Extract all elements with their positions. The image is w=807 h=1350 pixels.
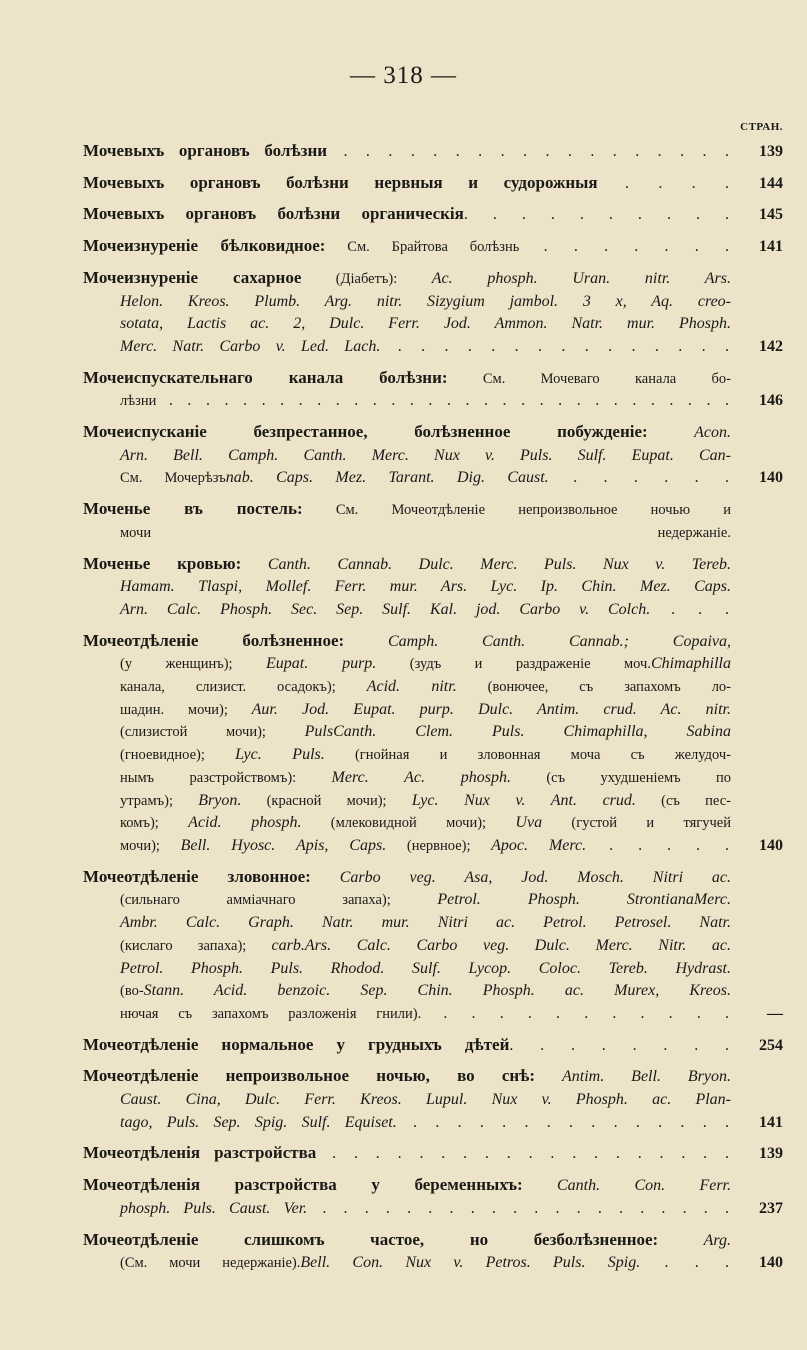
index-entry [83,866,783,1026]
entry-line [83,467,731,490]
index-entry [83,498,783,544]
entry-heading: Мочеотдѣленіе нормальное у грудныхъ дѣтей [83,1034,510,1054]
entry-line [83,336,731,359]
page-ref: 140 [759,469,783,487]
entry-text: шадин. мочи); [120,701,252,718]
page-ref: 254 [759,1036,783,1054]
remedy-list: Merc. Natr. Carbo v. Led. Lach. [120,337,381,355]
entry-line [83,1065,731,1089]
entry-body [83,367,731,413]
entry-line [83,367,731,391]
entry-line [83,912,731,935]
page-ref: — [767,1004,783,1022]
index-entry [83,553,783,622]
entry-line [83,1142,731,1166]
entry-line [83,599,731,622]
entry-text: (зудъ и раздраженіе моч. [376,656,651,673]
entry-text: (красной мочи); [241,792,412,809]
entry-heading: Мочеотдѣленія разстройства у беременныхъ: [83,1175,523,1195]
page-ref: 146 [759,392,783,410]
entry-text: (густой и тягучей [542,815,731,832]
leader-dots: . . . . . . . . . . . . . . . . . . . . [307,1199,732,1217]
remedy-list: Camph. Canth. Cannab.; Copaiva, [344,632,731,650]
remedy-list: Puls [304,723,334,741]
entry-line [83,203,731,227]
entry-text: (кислаго запаха); [120,937,272,954]
entry-text: мочи); [120,837,181,854]
index-entry [83,1034,783,1058]
entry-line [83,172,731,196]
entry-line [83,1174,731,1198]
entry-text: См. Мочеотдѣленіе непроизвольное ночью и [302,502,732,519]
entry-line [83,653,731,676]
remedy-list: Eupat. purp. [266,655,377,673]
page-ref: 140 [759,836,783,854]
entry-body [83,630,731,858]
entry-text: (гнойная и зловонная моча съ желудоч- [324,747,731,764]
leader-dots: . . . . . . . . . . [463,206,731,224]
entry-line [83,553,731,577]
entry-heading: Мочеизнуреніе бѣлковидное: [83,236,326,256]
remedy-list: Ambr. Calc. Graph. Natr. mur. Nitri ac. Petrol. Petrosel. Natr. [120,914,731,932]
entry-body [83,421,731,490]
entry-line [83,980,731,1003]
entry-line [83,140,731,164]
remedy-list: carb. [271,936,305,954]
remedy-list: Petrol. Phosph. Puls. Rhodod. Sulf. Lycop. Coloc. Tereb. Hydrast. [120,959,731,977]
entry-line [83,267,731,291]
remedy-list: Ars. Calc. Carbo veg. Dulc. Merc. Nitr. ac. [304,936,731,954]
entry-body [83,498,731,544]
entry-body [83,553,731,622]
leader-dots: . . . . . . . . . . . . . . . . . . [327,143,731,160]
entry-line [83,744,731,767]
entry-text: (слизистой мочи); [120,724,305,741]
remedy-list: Arn. Calc. Phosph. Sec. Sep. Sulf. Kal. jod. Carbo v. Colch. [120,600,651,618]
entry-heading: Мочеотдѣленіе слишкомъ частое, но безболѣзненное: [83,1229,659,1249]
entry-line [83,889,731,912]
remedy-list: Acid. phosph. [188,814,302,832]
entry-heading: Мочеотдѣленіе болѣзненное: [83,630,345,650]
entry-text: См. Брайтова болѣзнь [325,239,520,256]
entry-line [83,721,731,744]
index-entry [83,203,783,227]
entry-line [83,1229,731,1253]
entry-line [83,313,731,336]
entry-heading: Мочеотдѣленіе непроизвольное ночью, во снѣ: [83,1066,536,1086]
remedy-list: Carbo veg. Asa, Jod. Mosch. Nitri ac. [310,868,732,886]
entry-heading: Моченье кровью: [83,553,242,573]
entry-text: мочи недержаніе. [120,524,731,541]
entry-line [83,1198,731,1221]
entry-line [83,1112,731,1135]
entry-line [83,958,731,981]
index-entry [83,1065,783,1134]
remedy-list: Bell. Con. Nux v. Petros. Puls. Spig. [300,1254,641,1272]
entry-text: лѣзни [120,393,157,410]
entry-text: нючая съ запахомъ разложенія гнили). [120,1005,422,1022]
entry-text: (съ ухудшеніемъ по [511,769,732,786]
index-entry [83,172,783,196]
remedy-list: nab. Caps. Mez. Tarant. Dig. Caust. [225,469,549,487]
entry-heading: Мочевыхъ органовъ болѣзни органическія [83,204,464,224]
entry-line [83,1252,731,1275]
index-entry [83,367,783,413]
leader-dots: . . . . . . . [519,238,731,256]
entry-text: (Діабетъ): [301,270,432,287]
entry-text: (съ пес- [635,792,731,809]
leader-dots: . . . . . . . . . . . . . . . [380,337,732,355]
entry-text: (млековидной мочи); [301,815,516,832]
entry-heading: Мочеиспусканіе безпрестанное, болѣзненное побужденіе: [83,422,648,442]
remedy-list: Acid. nitr. [366,678,457,696]
entry-text: (См. мочи недержаніе). [120,1255,301,1272]
page-ref: 139 [759,143,783,160]
page-ref: 237 [759,1199,783,1217]
entry-line [83,699,731,722]
page-number: — 318 — [350,62,457,89]
leader-dots: . . . . . . [548,469,732,487]
entry-text: (во- [120,983,144,1000]
index-entry [83,1174,783,1220]
remedy-list: Bryon. [198,791,242,809]
entry-text: См. Мочеваго канала бо- [447,370,732,387]
remedy-list: Acon. [647,424,731,442]
remedy-list: Lyc. Nux v. Ant. crud. [411,791,636,809]
entry-text: (нервное); [386,837,492,854]
index-entries [83,140,783,1283]
entry-text: См. Мочерѣзъ [120,470,226,487]
entry-line [83,935,731,958]
remedy-list: Ac. phosph. Uran. nitr. Ars. [431,269,731,287]
entry-body [83,172,731,196]
entry-text: (гноевидное); [120,747,236,764]
index-entry [83,267,783,359]
entry-text: (вонючее, съ запахомъ ло- [456,679,732,696]
entry-body [83,235,731,259]
leader-dots: . . . . . . . . . . . . . . . . . . . [316,1145,732,1163]
entry-line [83,676,731,699]
remedy-list: Hamam. Tlaspi, Mollef. Ferr. mur. Ars. Lyc. Ip. Chin. Mez. Caps. [120,578,731,596]
remedy-list: Chimaphilla [650,655,731,673]
remedy-list: Aur. Jod. Eupat. purp. Dulc. Antim. crud. Ac. nitr. [251,700,731,718]
column-header: СТРАН. [740,121,783,133]
leader-dots: . . . [650,600,731,618]
page-ref: 141 [759,1113,783,1131]
entry-line [83,866,731,890]
entry-line [83,421,731,445]
entry-heading: Моченье въ постель: [83,499,303,519]
remedy-list: Petrol. Phosph. Strontiana [437,891,694,909]
remedy-list: Canth. Clem. Puls. Chimaphilla, Sabina [333,723,731,741]
entry-body [83,866,731,1026]
remedy-list: tago, Puls. Sep. Spig. Sulf. Equiset. [120,1113,397,1131]
entry-heading: Мочевыхъ органовъ болѣзни нервныя и судорожныя [83,172,598,192]
entry-text: (сильнаго амміачнаго запаха); [120,892,438,909]
entry-line [83,576,731,599]
remedy-list: phosph. Puls. Caust. Ver. [120,1199,308,1217]
entry-line [83,498,731,522]
remedy-list: Lyc. Puls. [235,746,325,764]
entry-line [83,1003,731,1026]
entry-text: (у женщинъ); [120,656,267,673]
entry-body [83,140,731,164]
leader-dots: . . . . . . . . . . . . . . . . . . . . . . . . . . . . . . . [156,392,731,410]
entry-text: канала, слизист. осадокъ); [120,679,367,696]
remedy-list: Bell. Hyosc. Apis, Caps. [180,836,387,854]
entry-line [83,835,731,858]
entry-body [83,203,731,227]
entry-line [83,1034,731,1058]
leader-dots: . . . . . [586,836,731,854]
entry-heading: Мочеотдѣленіе зловонное: [83,866,311,886]
entry-line [83,1089,731,1112]
entry-text: комъ); [120,815,189,832]
entry-line [83,767,731,790]
leader-dots: . . . [640,1254,732,1272]
remedy-list: sotata, Lactis ac. 2, Dulc. Ferr. Jod. Ammon. Natr. mur. Phosph. [120,315,731,333]
entry-body [83,267,731,359]
index-entry [83,235,783,259]
entry-line [83,235,731,259]
remedy-list: Apoc. Merc. [491,836,587,854]
leader-dots: . . . . . . . . [509,1036,732,1054]
leader-dots: . . . . [597,174,732,192]
leader-dots: . . . . . . . . . . . [421,1004,732,1022]
remedy-list: Canth. Cannab. Dulc. Merc. Puls. Nux v. Tereb. [241,555,731,573]
remedy-list: Caust. Cina, Dulc. Ferr. Kreos. Lupul. Nux v. Phosph. ac. Plan- [120,1091,731,1109]
page-ref: 144 [759,174,783,192]
remedy-list: Merc. Ac. phosph. [331,768,511,786]
remedy-list: Stann. Acid. benzoic. Sep. Chin. Phosph. ac. Murex, Kreos. [143,982,731,1000]
entry-body [83,1229,731,1275]
entry-heading: Мочеиспускательнаго канала болѣзни: [83,367,448,387]
entry-text: утрамъ); [120,792,199,809]
leader-dots: . . . . . . . . . . . . . . . [396,1113,732,1131]
page-ref: 141 [759,238,783,256]
entry-text: нымъ разстройствомъ): [120,769,332,786]
index-entry [83,1142,783,1166]
entry-line [83,522,731,545]
remedy-list: Arg. [658,1231,732,1249]
remedy-list: Merc. [693,891,731,909]
page-ref: 140 [759,1254,783,1272]
entry-line [83,790,731,813]
entry-line [83,630,731,654]
remedy-list: Arn. Bell. Camph. Canth. Merc. Nux v. Puls. Sulf. Eupat. Can- [120,446,731,464]
page-ref: 139 [759,1145,783,1163]
entry-body [83,1142,731,1166]
page-ref: 145 [759,206,783,224]
index-entry [83,421,783,490]
remedy-list: Antim. Bell. Bryon. [535,1068,731,1086]
entry-line [83,445,731,468]
index-entry [83,1229,783,1275]
entry-heading: Мочевыхъ органовъ болѣзни [83,141,328,160]
entry-line [83,390,731,413]
entry-line [83,812,731,835]
entry-body [83,1034,731,1058]
page-ref: 142 [759,337,783,355]
index-entry [83,140,783,164]
entry-body [83,1065,731,1134]
remedy-list: Uva [515,814,543,832]
entry-heading: Мочеизнуреніе сахарное [83,267,302,287]
index-entry [83,630,783,858]
entry-line [83,291,731,314]
entry-body [83,1174,731,1220]
entry-heading: Мочеотдѣленія разстройства [83,1143,317,1163]
remedy-list: Helon. Kreos. Plumb. Arg. nitr. Sizygium jambol. 3 x, Aq. creo- [120,292,731,310]
remedy-list: Canth. Con. Ferr. [522,1177,732,1195]
